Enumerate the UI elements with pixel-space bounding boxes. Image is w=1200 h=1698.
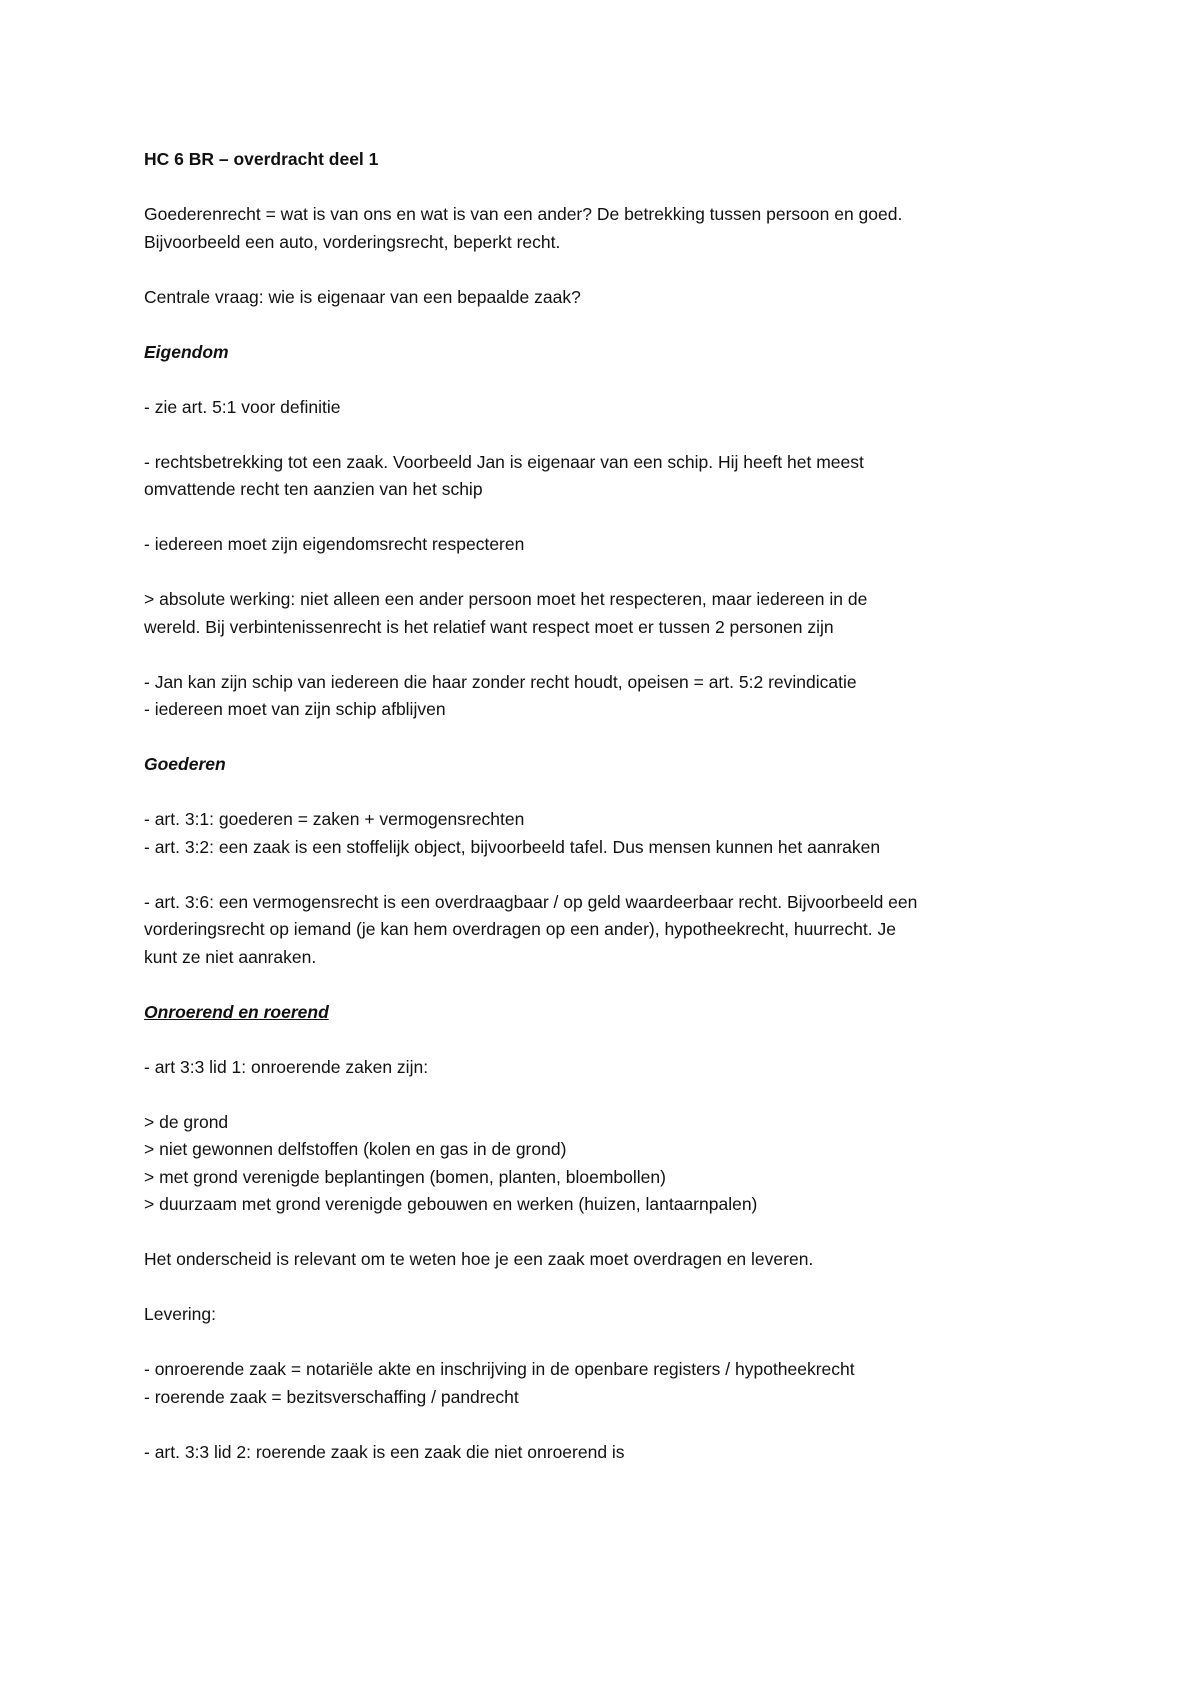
goederen-p1-line-1: - art. 3:1: goederen = zaken + vermogensrechten bbox=[144, 809, 525, 829]
document-title: HC 6 BR – overdracht deel 1 bbox=[144, 149, 379, 169]
levering-line-1: - onroerende zaak = notariële akte en inschrijving in de openbare registers / hypotheekrecht bbox=[144, 1359, 855, 1379]
list-item: > de grond bbox=[144, 1111, 229, 1132]
eigendom-rechtsbetrekking bbox=[144, 449, 1064, 504]
eigendom-p2-line-1: - rechtsbetrekking tot een zaak. Voorbeeld Jan is eigenaar van een schip. Hij heeft het meest bbox=[144, 451, 864, 472]
eigendom-p5-line-1: - Jan kan zijn schip van iedereen die haar zonder recht houdt, opeisen = art. 5:2 revindicatie bbox=[144, 671, 857, 692]
eigendom-definition: - zie art. 5:1 voor definitie bbox=[144, 396, 341, 417]
levering-line-2: - roerende zaak = bezitsverschaffing / pandrecht bbox=[144, 1386, 519, 1407]
list-item: > duurzaam met grond verenigde gebouwen en werken (huizen, lantaarnpalen) bbox=[144, 1194, 758, 1214]
goederen-p2-line-1: - art. 3:6: een vermogensrecht is een overdraagbaar / op geld waardeerbaar recht. Bijvoorbeeld een bbox=[144, 891, 918, 912]
goederen-vermogensrecht bbox=[144, 889, 1064, 972]
onroerend-list bbox=[144, 1109, 1064, 1219]
eigendom-respect: - iedereen moet zijn eigendomsrecht respecteren bbox=[144, 534, 525, 554]
section-heading-goederen: Goederen bbox=[144, 754, 226, 774]
goederen-p2-line-3: kunt ze niet aanraken. bbox=[144, 946, 317, 967]
intro-line-1: Goederenrecht = wat is van ons en wat is van een ander? De betrekking tussen persoon en goed. bbox=[144, 204, 903, 224]
roerend-lid-2: - art. 3:3 lid 2: roerende zaak is een zaak die niet onroerend is bbox=[144, 1441, 625, 1462]
goederen-articles bbox=[144, 806, 1064, 861]
levering-label: Levering: bbox=[144, 1304, 216, 1324]
section-heading-onroerend: Onroerend en roerend bbox=[144, 1001, 329, 1022]
goederen-p2-line-2: vorderingsrecht op iemand (je kan hem overdragen op een ander), hypotheekrecht, huurrecht. Je bbox=[144, 919, 896, 939]
intro-paragraph bbox=[144, 201, 1064, 256]
document-page bbox=[144, 146, 1064, 1494]
eigendom-p4-line-1: > absolute werking: niet alleen een ander persoon moet het respecteren, maar iedereen in de bbox=[144, 589, 868, 609]
central-question: Centrale vraag: wie is eigenaar van een bepaalde zaak? bbox=[144, 286, 581, 307]
eigendom-p5-line-2: - iedereen moet van zijn schip afblijven bbox=[144, 699, 446, 719]
onderscheid-paragraph: Het onderscheid is relevant om te weten hoe je een zaak moet overdragen en leveren. bbox=[144, 1249, 814, 1269]
goederen-p1-line-2: - art. 3:2: een zaak is een stoffelijk object, bijvoorbeeld tafel. Dus mensen kunnen het aanraken bbox=[144, 836, 881, 857]
section-heading-eigendom: Eigendom bbox=[144, 341, 229, 362]
levering-list bbox=[144, 1356, 1064, 1411]
eigendom-p4-line-2: wereld. Bij verbintenissenrecht is het relatief want respect moet er tussen 2 personen zijn bbox=[144, 616, 834, 637]
list-item: > met grond verenigde beplantingen (bomen, planten, bloembollen) bbox=[144, 1166, 666, 1187]
eigendom-p2-line-2: omvattende recht ten aanzien van het schip bbox=[144, 479, 483, 499]
onroerend-lid-1: - art 3:3 lid 1: onroerende zaken zijn: bbox=[144, 1056, 429, 1077]
list-item: > niet gewonnen delfstoffen (kolen en gas in de grond) bbox=[144, 1139, 567, 1159]
intro-line-2: Bijvoorbeeld een auto, vorderingsrecht, beperkt recht. bbox=[144, 231, 561, 252]
eigendom-absolute-werking bbox=[144, 586, 1064, 641]
eigendom-revindicatie bbox=[144, 669, 1064, 724]
